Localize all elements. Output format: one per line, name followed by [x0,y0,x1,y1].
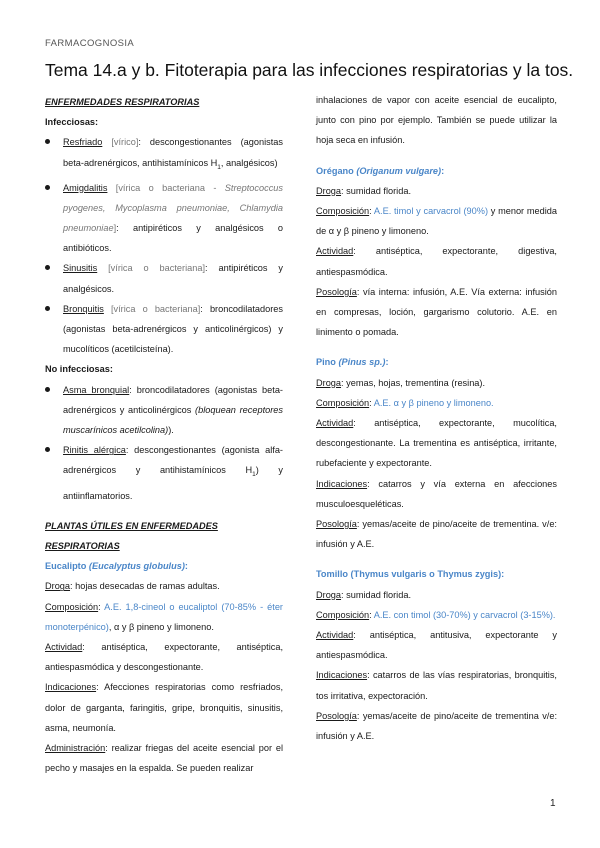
field-text: : sumidad florida. [341,185,411,196]
plant-title-pino [316,352,557,372]
field-text: : antiséptica, expectorante, digestiva, antiespasmódica. [316,246,557,277]
list-item-sinusitis [45,258,283,298]
plant-colon: : [385,357,389,368]
disease-text-end: ). [168,425,174,436]
field-label: Composición [45,601,99,612]
plant-colon: : [501,569,505,580]
eucalipto-droga [45,576,283,596]
list-item-rinitis [45,440,283,505]
field-label: Droga [316,589,342,600]
field-text: : sumidad florida. [341,589,411,600]
disease-tag: [vírica o bacteriana] [110,303,201,314]
bullet-icon [45,139,50,144]
section-heading-plants: PLANTAS ÚTILES EN ENFERMEDADES RESPIRATORIAS [45,520,218,551]
eucalipto-administracion-continued: inhalaciones de vapor con aceite esencial de eucalipto, junto con pino por ejemplo. También se puede utilizar la hoja seca en infusión. [316,95,557,146]
plant-colon: : [184,561,188,572]
tomillo-indicaciones [316,665,557,705]
list-item-amigdalitis [45,178,283,259]
plant-name: Pino [316,357,336,368]
plant-title-tomillo [316,564,557,584]
bullet-icon [45,265,50,270]
disease-name: Sinusitis [63,263,98,274]
disease-text-end: ) y antiinflamatorios. [63,465,283,501]
pino-indicaciones [316,474,557,514]
disease-text: : antipiréticos y analgésicos o antibióticos. [63,223,283,254]
oregano-actividad [316,241,557,281]
list-item-asma [45,380,283,441]
field-text: : antiséptica, antitusiva, expectorante y antiespasmódica. [316,630,557,661]
tomillo-actividad [316,625,557,665]
disease-text: : antipiréticos y analgésicos. [63,263,283,294]
oregano-droga [316,181,557,201]
field-label: Composición [316,206,370,217]
disease-tag-end: ] [113,223,117,234]
plant-latin: (Eucalyptus globulus) [88,561,185,572]
field-label: Posología [316,286,357,297]
disease-tag: [vírica o bacteriana] [108,263,206,274]
disease-text: : descongestionantes (agonista alfa-adrenérgicos y antihistamínicos H [63,445,283,476]
field-highlight: A.E. 1,8-cineol o eucaliptol (70-85% - éter monoterpénico) [45,601,283,632]
field-text: : yemas/aceite de pino/aceite de trementina v/e: infusión y A.E. [316,710,557,742]
eucalipto-composicion: Composición: A.E. 1,8-cineol o eucaliptol (70-85% - éter monoterpénico), α y β pineno y limoneno. [45,601,283,632]
plant-name: Orégano [316,165,354,176]
field-label: Administración [45,742,106,753]
field-text: : hojas desecadas de ramas adultas. [70,581,220,592]
field-highlight: A.E. timol y carvacrol (90%) [373,206,488,217]
field-text: : yemas/aceite de pino/aceite de trementina. v/e: infusión y A.E. [316,519,557,550]
pino-actividad [316,413,557,474]
species-list: Streptococcus pyogenes, Mycoplasma pneumoniae, Chlamydia pneumoniae [63,182,283,234]
field-text: : catarros de las vías respiratorias, bronquitis, tos irritativa, expectoración. [316,670,557,701]
field-text: : vía interna: infusión, A.E. Vía externa: infusión en compresas, loción, gargarismo colutorio. A.E. en linimento o pomada. [316,286,557,338]
field-label: Composición [316,609,370,620]
plant-latin: (Pinus sp.) [338,357,386,368]
field-label: Actividad [316,246,354,257]
disease-tag: [vírico] [111,137,139,148]
oregano-composicion: Composición: A.E. timol y carvacrol (90%) y menor medida de α y β pineno y limoneno. [316,206,557,237]
disease-name: Bronquitis [63,303,104,314]
list-item-resfriado [45,132,283,177]
pino-posologia [316,514,557,554]
pino-composicion: Composición: A.E. α y β pineno y limoneno. [316,397,494,408]
disease-note: (bloquean receptores muscarínicos acetilcolina) [63,404,283,436]
plant-colon: : [441,165,445,176]
subscript: 1 [252,471,256,479]
eucalipto-actividad [45,637,283,677]
field-label: Composición [316,397,370,408]
field-highlight: A.E. α y β pineno y limoneno. [373,397,494,408]
disease-text-end: , analgésicos) [220,157,278,168]
field-label: Actividad [316,418,354,429]
field-label: Actividad [45,641,83,652]
left-column [45,92,283,778]
eucalipto-administracion [45,738,283,778]
field-label: Droga [316,377,342,388]
disease-name: Asma bronquial [63,384,130,395]
field-highlight: A.E. con timol (30-70%) y carvacrol (3-15%). [373,609,556,620]
page-title: Tema 14.a y b. Fitoterapia para las infecciones respiratorias y la tos. [45,60,574,80]
disease-text: : descongestionantes (agonistas beta-adrenérgicos, antihistamínicos H [63,137,283,168]
disease-tag: [vírica o bacteriana - [115,182,225,193]
disease-name: Amigdalitis [63,182,108,193]
field-text: : antiséptica, expectorante, mucolítica, descongestionante. La trementina es antiséptica, irritante, rubefaciente y expectorante. [316,418,557,469]
field-text: , α y β pineno y limoneno. [108,621,214,632]
eucalipto-indicaciones [45,677,283,738]
field-label: Droga [45,581,71,592]
plant-title-oregano [316,161,557,181]
field-text: : catarros y vía externa en afecciones musculoesqueléticas. [316,478,557,509]
oregano-posologia [316,282,557,343]
disease-text: : broncodilatadores (agonistas beta-adrenérgicos y anticolinérgicos [63,384,283,415]
bullet-icon [45,387,50,392]
non-infectious-heading: No infecciosas: [45,364,113,375]
field-label: Posología [316,710,357,721]
bullet-icon [45,185,50,190]
plant-name: Eucalipto [45,561,87,572]
disease-name: Resfriado [63,137,103,148]
field-label: Droga [316,185,342,196]
bullet-icon [45,306,50,311]
field-label: Actividad [316,630,354,641]
field-label: Indicaciones [316,670,368,681]
plant-name: Tomillo (Thymus vulgaris o Thymus zygis) [316,569,502,580]
section-heading-respiratory: ENFERMEDADES RESPIRATORIAS [45,97,200,107]
field-label: Posología [316,519,357,530]
disease-name: Rinitis alérgica [63,445,126,456]
field-text: : antiséptica, expectorante, antiséptica, antiespasmódica y descongestionante. [45,641,283,673]
field-text: y menor medida de α y β pineno y limoneno. [316,206,557,237]
field-text: : Afecciones respiratorias como resfriados, dolor de garganta, faringitis, gripe, bronquitis, sinusitis, asma, neumonía. [45,682,283,733]
tomillo-posologia [316,706,557,746]
field-text: : realizar friegas del aceite esencial por el pecho y masajes en la espalda. Se pueden realizar [45,742,283,774]
right-column [316,90,557,746]
field-label: Indicaciones [316,478,368,489]
page-number: 1 [550,798,556,809]
bullet-icon [45,447,50,452]
tomillo-composicion: Composición: A.E. con timol (30-70%) y carvacrol (3-15%). [316,609,556,620]
pino-droga [316,373,557,393]
subscript: 1 [217,163,221,171]
field-label: Indicaciones [45,682,97,693]
plant-title-eucalipto [45,556,283,576]
disease-text: : broncodilatadores (agonistas beta-adrenérgicos y anticolinérgicos) y mucolíticos (acetilcisteína). [63,303,283,355]
plant-latin: (Origanum vulgare) [356,165,442,176]
infectious-heading: Infecciosas: [45,117,99,128]
document-header: FARMACOGNOSIA [45,38,135,49]
list-item-bronquitis [45,299,283,360]
field-text: : yemas, hojas, trementina (resina). [341,377,486,388]
tomillo-droga [316,585,557,605]
